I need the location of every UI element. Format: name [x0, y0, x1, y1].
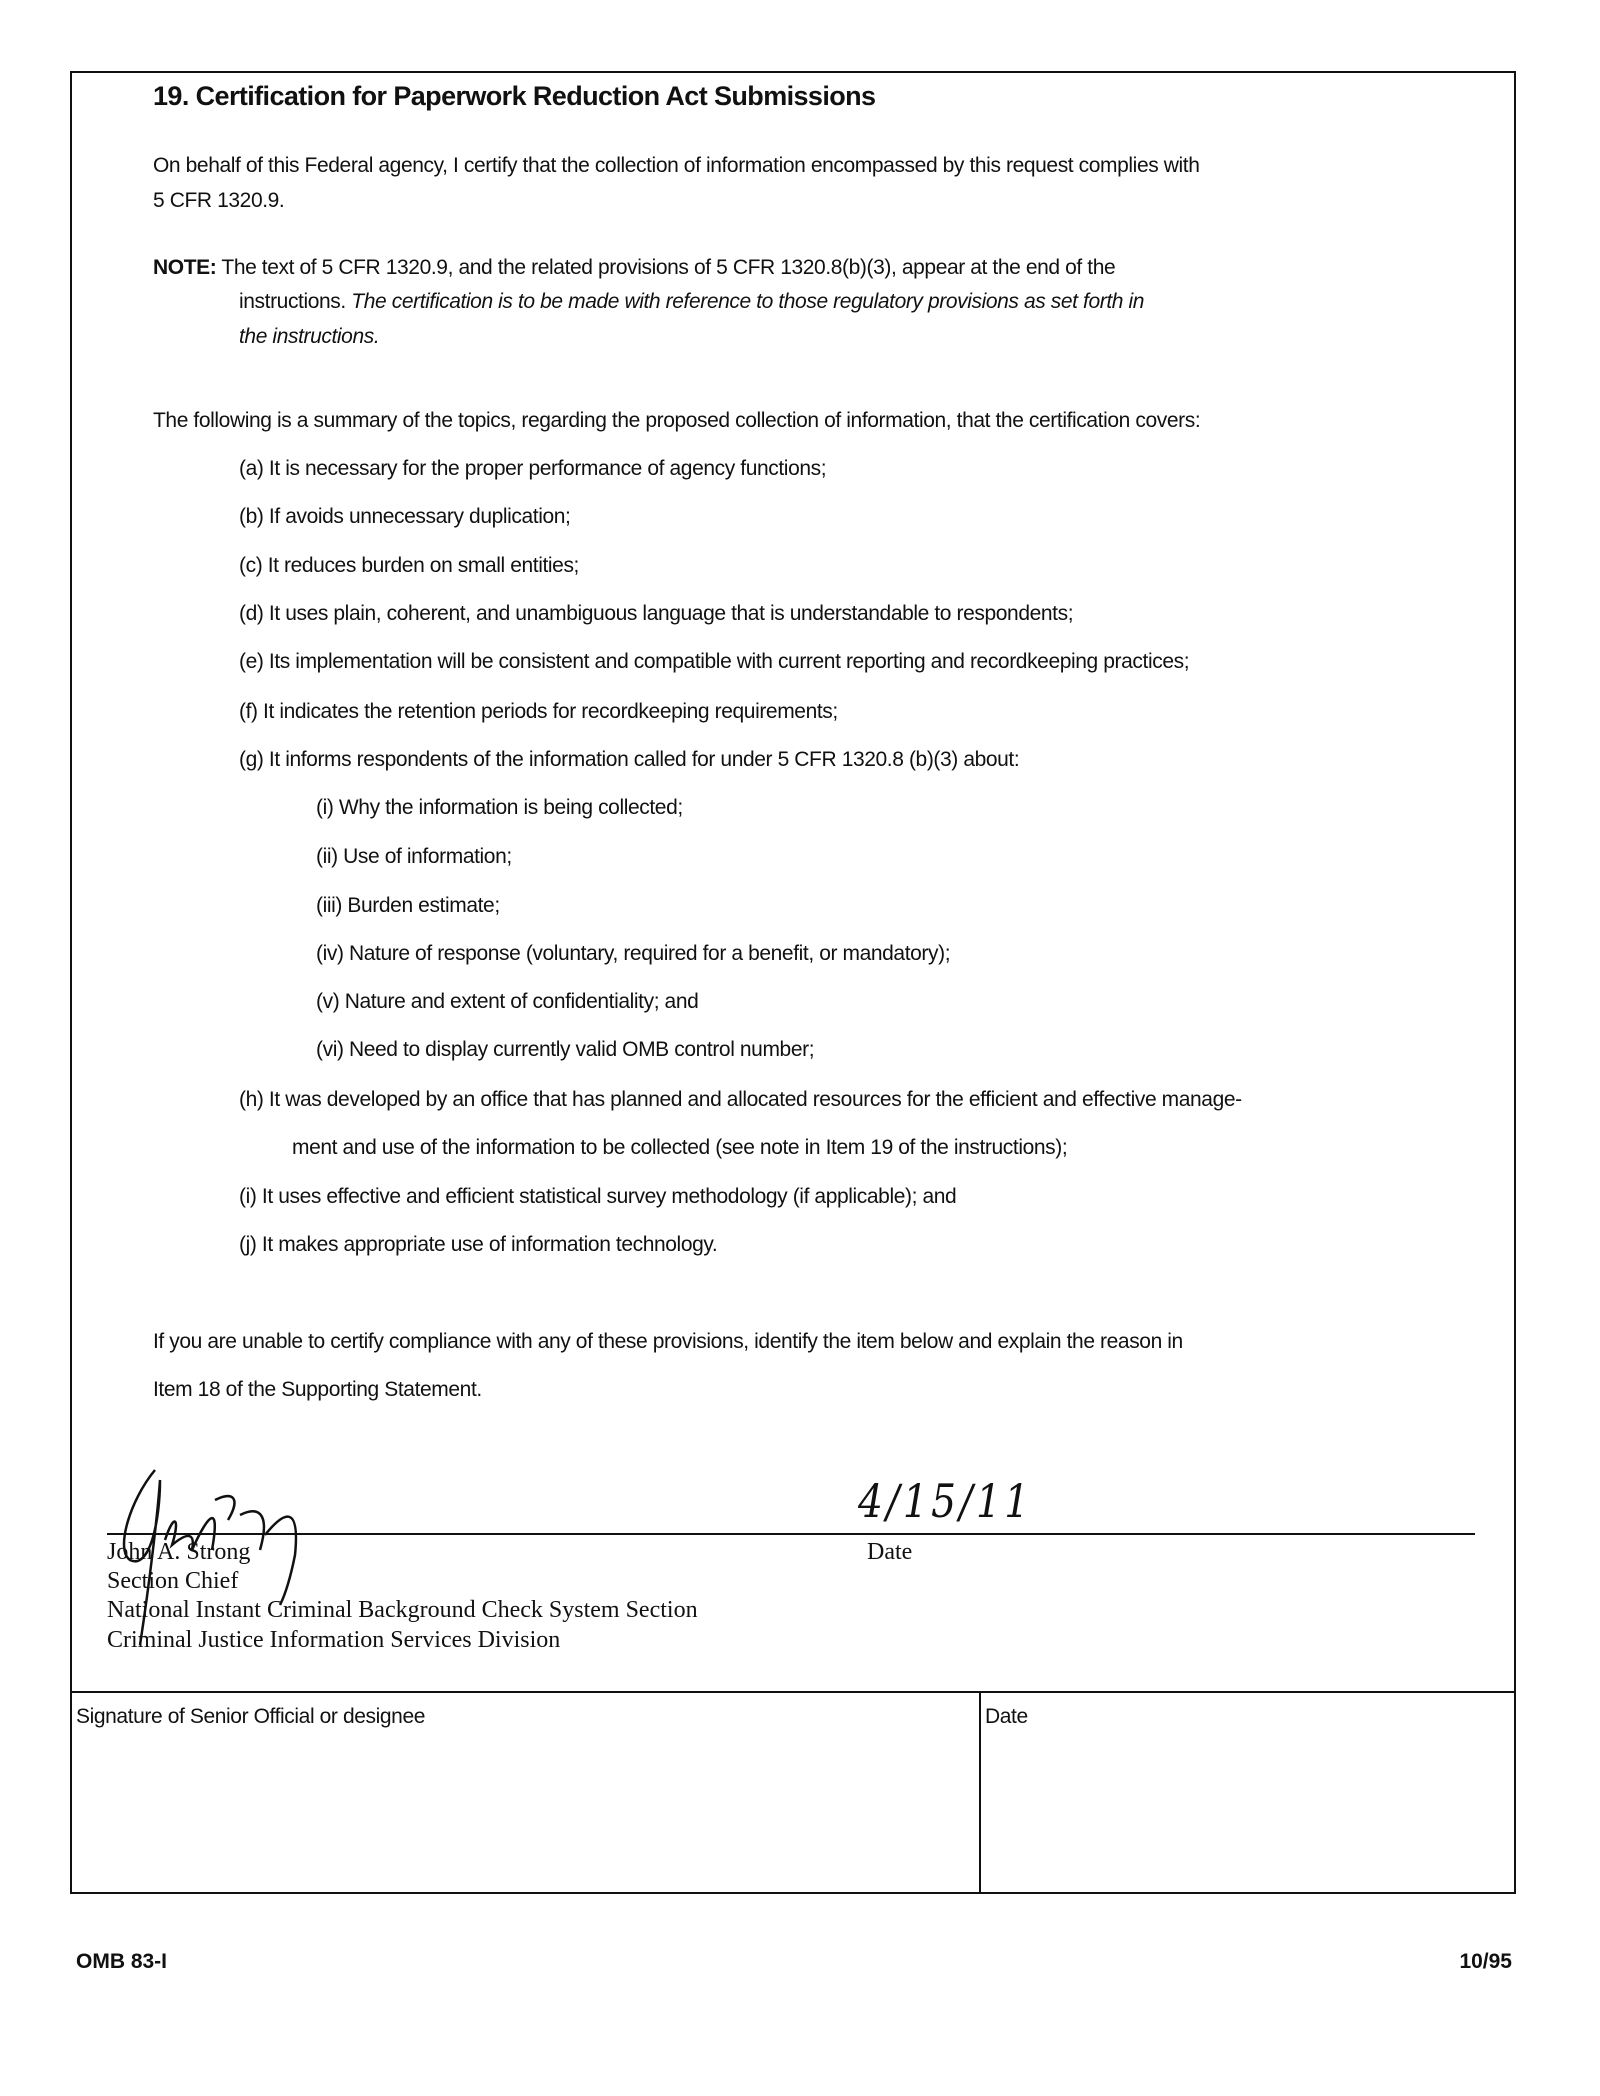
signatory-position: Section Chief [107, 1568, 239, 1594]
list-item: (g) It informs respondents of the information called for under 5 CFR 1320.8 (b)(3) about: [239, 748, 1020, 771]
sub-item: (iii) Burden estimate; [316, 894, 500, 917]
signature-line [107, 1533, 1475, 1535]
closing-line: If you are unable to certify compliance with any of these provisions, identify the item below and explain the reason in [153, 1330, 1183, 1353]
summary-intro: The following is a summary of the topics, regarding the proposed collection of information, that the certification covers: [153, 409, 1201, 432]
senior-official-signature-label: Signature of Senior Official or designee [76, 1705, 425, 1728]
note-line [239, 291, 1144, 312]
sub-item: (i) Why the information is being collected; [316, 796, 683, 819]
note-text: instructions. [239, 290, 346, 313]
list-item: (b) If avoids unnecessary duplication; [239, 505, 571, 528]
sub-item: (vi) Need to display currently valid OMB control number; [316, 1038, 815, 1061]
list-item: (h) It was developed by an office that has planned and allocated resources for the efficient and effective manage- [239, 1088, 1242, 1111]
list-item: (c) It reduces burden on small entities; [239, 554, 579, 577]
list-item-continued: ment and use of the information to be collected (see note in Item 19 of the instructions); [292, 1136, 1068, 1159]
list-item: (e) Its implementation will be consistent and compatible with current reporting and recordkeeping practices; [239, 650, 1190, 673]
note-text: The certification is to be made with reference to those regulatory provisions as set forth in [351, 290, 1145, 313]
closing-line: Item 18 of the Supporting Statement. [153, 1378, 482, 1401]
intro-line: On behalf of this Federal agency, I certify that the collection of information encompassed by this request complies with [153, 154, 1200, 177]
sub-item: (iv) Nature of response (voluntary, required for a benefit, or mandatory); [316, 942, 951, 965]
note-line: the instructions. [239, 325, 380, 348]
list-item: (i) It uses effective and efficient statistical survey methodology (if applicable); and [239, 1185, 957, 1208]
list-item: (d) It uses plain, coherent, and unambiguous language that is understandable to respondents; [239, 602, 1074, 625]
signatory-name: John A. Strong [107, 1539, 251, 1565]
senior-official-date-label: Date [985, 1705, 1028, 1728]
note-label: NOTE: [153, 256, 217, 279]
intro-line: 5 CFR 1320.9. [153, 189, 285, 212]
form-revision: 10/95 [1459, 1950, 1512, 1973]
date-label: Date [867, 1539, 913, 1565]
sub-item: (v) Nature and extent of confidentiality; and [316, 990, 699, 1013]
list-item: (j) It makes appropriate use of information technology. [239, 1233, 718, 1256]
handwritten-date: 4/15/11 [858, 1474, 1033, 1528]
signatory-division: Criminal Justice Information Services Division [107, 1627, 561, 1653]
form-number: OMB 83-I [76, 1950, 168, 1973]
note-text: The text of 5 CFR 1320.9, and the related provisions of 5 CFR 1320.8(b)(3), appear at the end of the [221, 256, 1116, 279]
list-item: (f) It indicates the retention periods for recordkeeping requirements; [239, 700, 838, 723]
note-line [153, 257, 1115, 278]
signatory-section: National Instant Criminal Background Check System Section [107, 1597, 698, 1623]
divider [70, 1691, 1516, 1693]
list-item: (a) It is necessary for the proper performance of agency functions; [239, 457, 827, 480]
divider [979, 1691, 981, 1894]
section-title: 19. Certification for Paperwork Reduction Act Submissions [153, 81, 876, 111]
sub-item: (ii) Use of information; [316, 845, 512, 868]
